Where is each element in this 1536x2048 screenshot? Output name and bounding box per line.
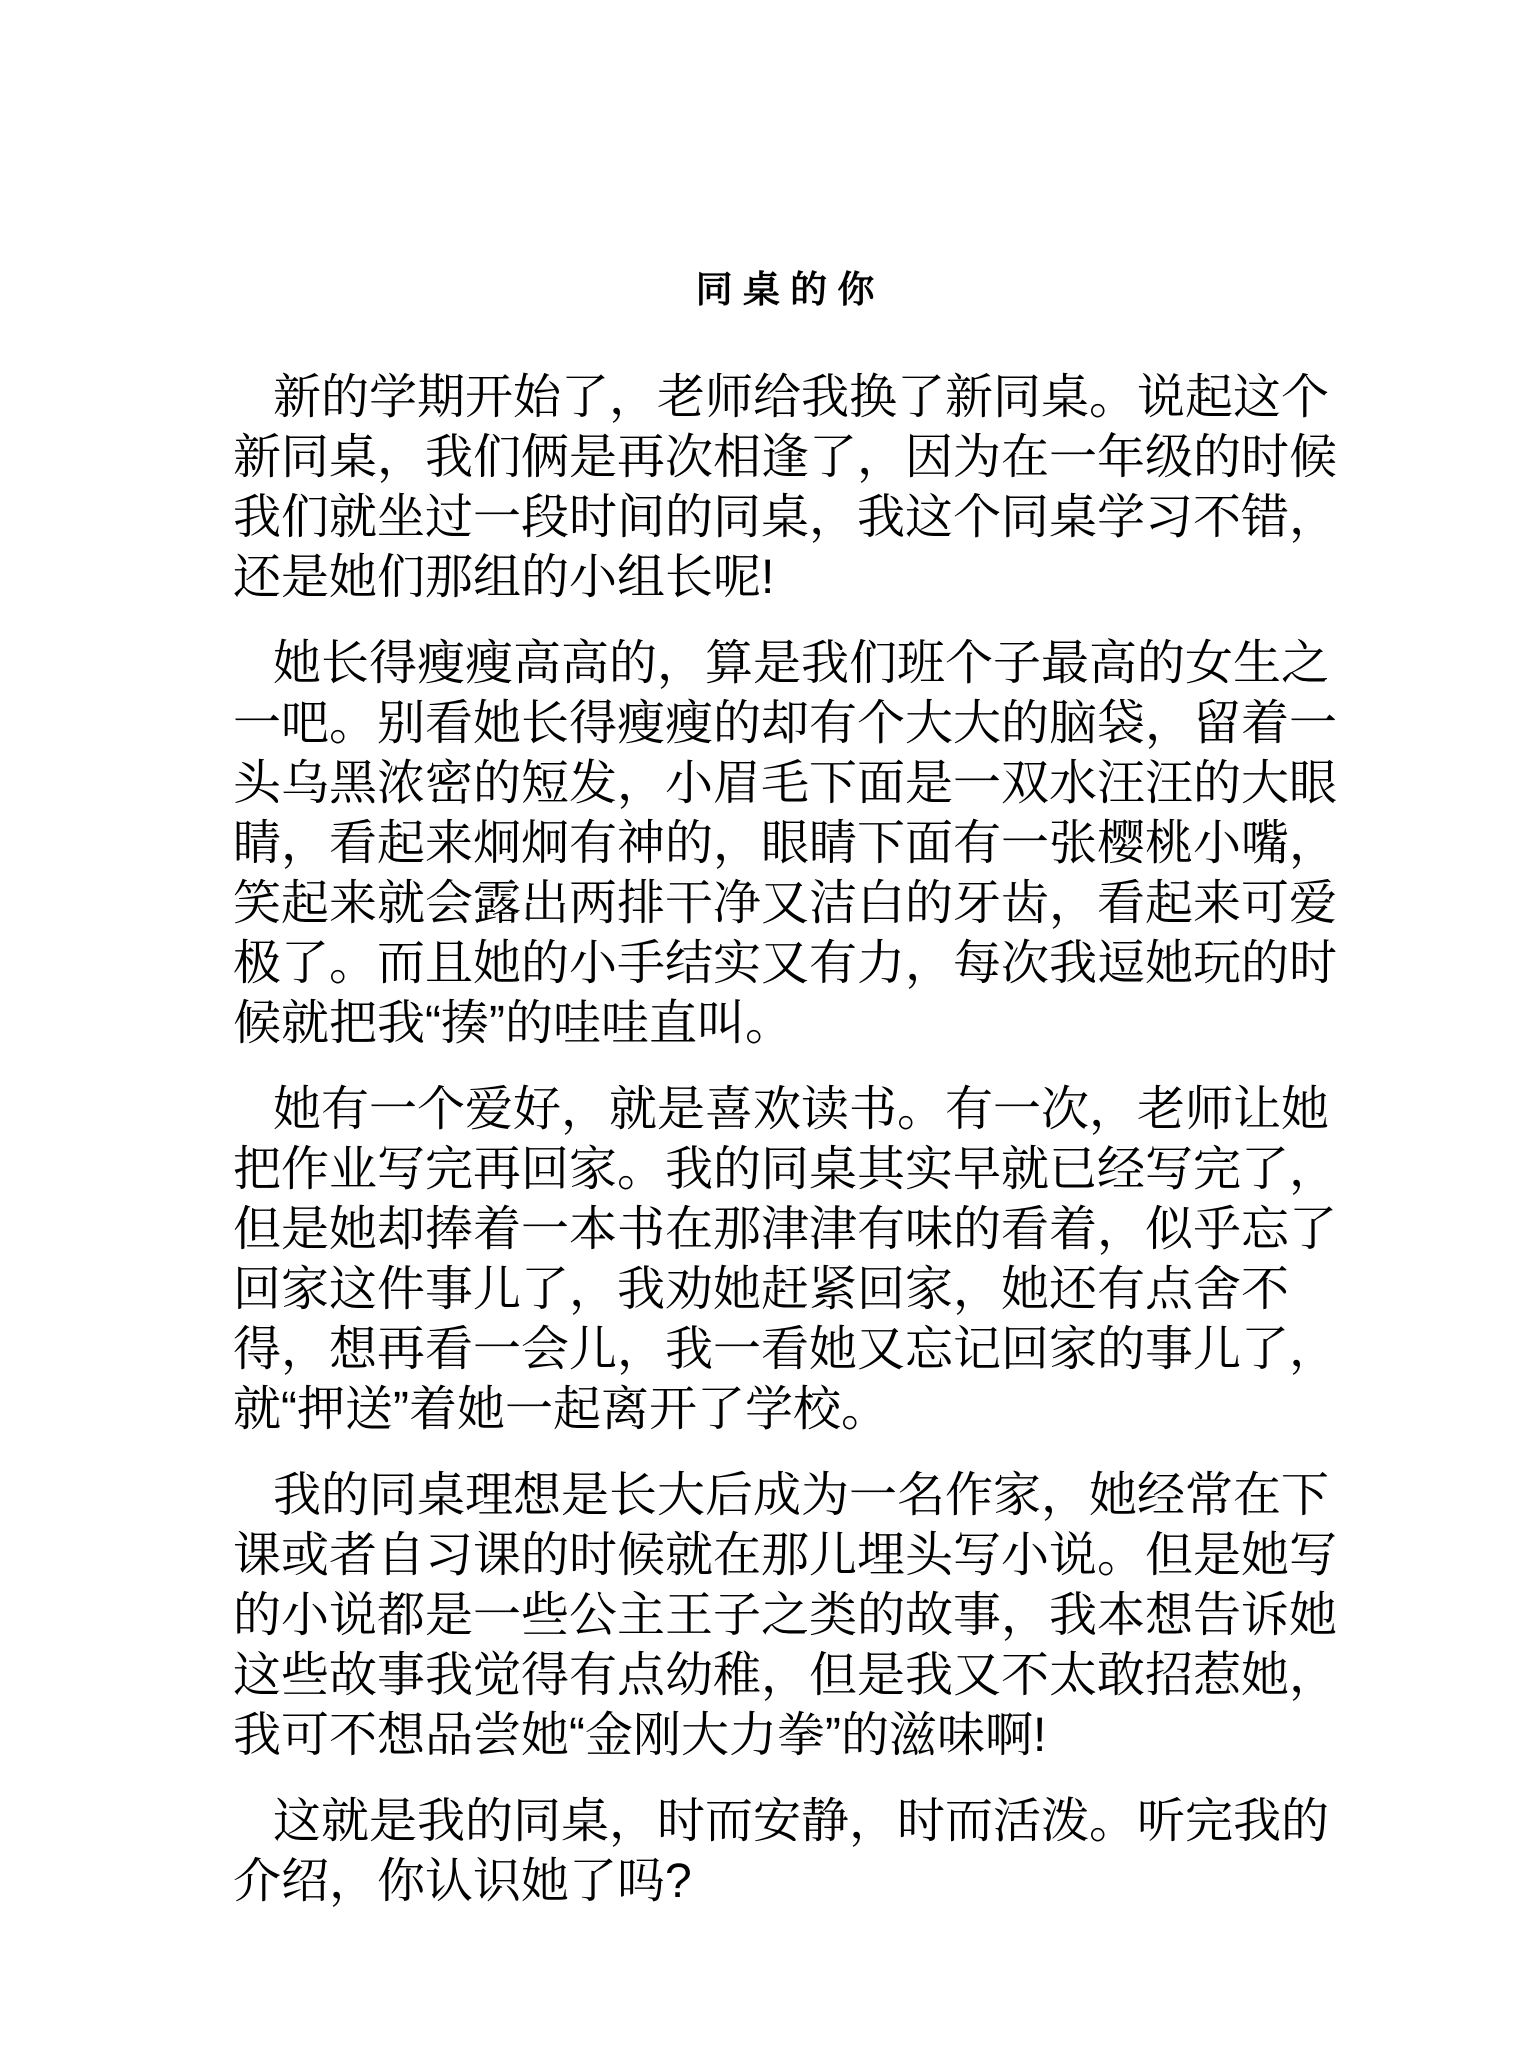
paragraph-2: 她长得瘦瘦高高的，算是我们班个子最高的女生之 一吧。别看她长得瘦瘦的却有个大大的脑袋，留着一 头乌黑浓密的短发，小眉毛下面是一双水汪汪的大眼 睛，看起来炯炯有神的，眼睛下面有一张樱桃小嘴， 笑起来就会露出两排干净又洁白的牙齿，看起来可爱 极了。而且她的小手结实又有力，每次我逗她玩的时 候就把我“揍”的哇哇直叫。 <box>233 637 1338 1050</box>
paragraph-4: 我的同桌理想是长大后成为一名作家，她经常在下 课或者自习课的时候就在那儿埋头写小说。但是她写 的小说都是一些公主王子之类的故事，我本想告诉她 这些故事我觉得有点幼稚，但是我又不太敢招惹她， 我可不想品尝她“金刚大力拳”的滋味啊! <box>233 1469 1338 1762</box>
paragraph-1: 新的学期开始了，老师给我换了新同桌。说起这个 新同桌，我们俩是再次相逢了，因为在一年级的时候 我们就坐过一段时间的同桌，我这个同桌学习不错， 还是她们那组的小组长呢! <box>233 371 1338 604</box>
document-title: 同 桌 的 你 <box>695 269 875 310</box>
document-content <box>233 0 1337 1938</box>
paragraph-5: 这就是我的同桌，时而安静，时而活泼。听完我的 介绍，你认识她了吗? <box>233 1795 1330 1908</box>
paragraph-3: 她有一个爱好，就是喜欢读书。有一次，老师让她 把作业写完再回家。我的同桌其实早就已经写完了， 但是她却捧着一本书在那津津有味的看着，似乎忘了 回家这件事儿了，我劝她赶紧回家，她还有点舍不 得，想再看一会儿，我一看她又忘记回家的事儿了， 就“押送”着她一起离开了学校。 <box>233 1083 1338 1436</box>
